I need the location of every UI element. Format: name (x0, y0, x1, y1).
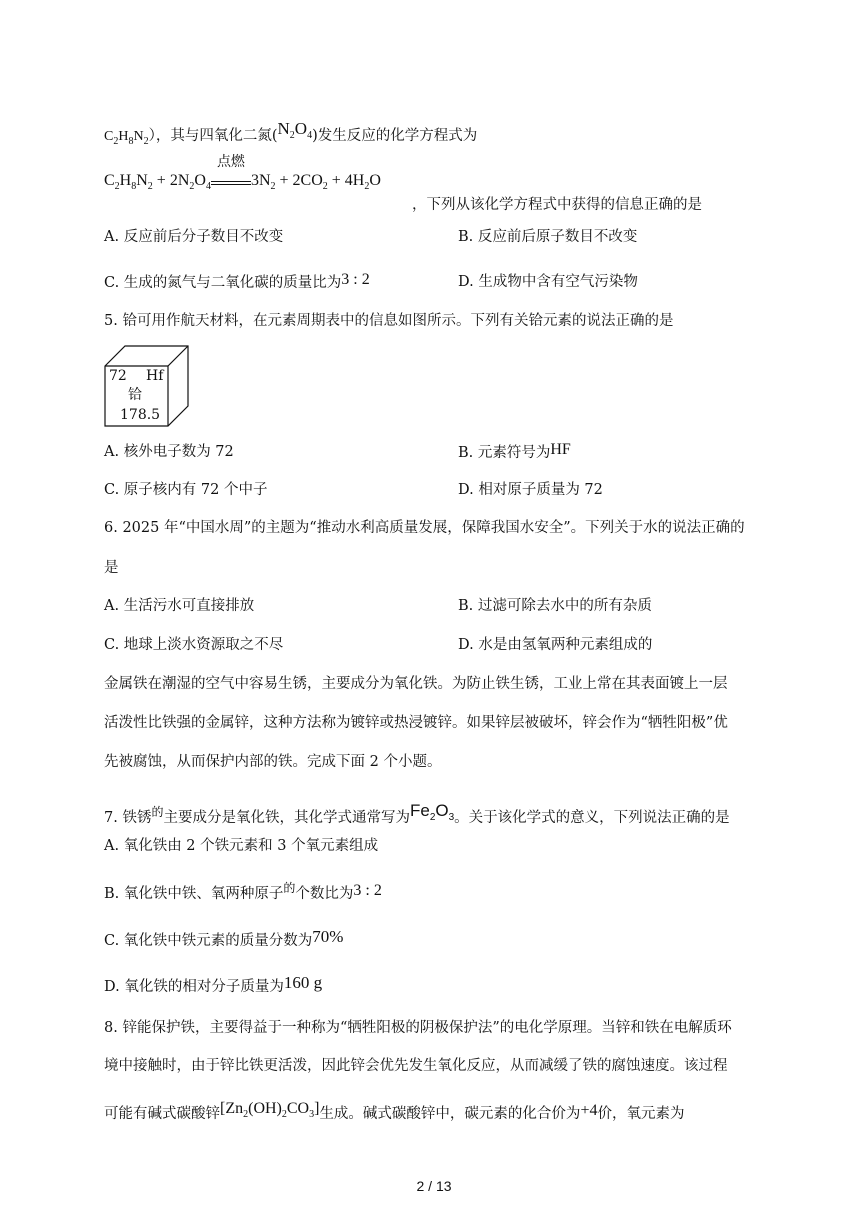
equation-right: $3N_2 + 2CO_2 + 4H_2O$ (250, 172, 381, 192)
q4-question-tail: ，下列从该化学方程式中获得的信息正确的是 (412, 197, 702, 213)
q4-intro-line (104, 120, 477, 147)
q4-option-b: B. 反应前后原子数目不改变 (458, 229, 638, 245)
q6-option-b: B. 过滤可除去水中的所有杂质 (458, 598, 652, 614)
element-cell-hafnium (104, 344, 194, 430)
q7-option-b: B. 氧化铁中铁、氧两种原子$^的$个数比为3 : 2 (104, 881, 382, 902)
element-number: 72 (109, 368, 127, 384)
passage-line1: 金属铁在潮湿的空气中容易生锈，主要成分为氧化铁。为防止铁生锈，工业上常在其表面镀上一层 (104, 676, 728, 692)
formula-c2h8n2: $C_2H_8N_2$ (104, 129, 149, 147)
q6-option-c: C. 地球上淡水资源取之不尽 (104, 637, 284, 653)
q4-intro-text-2: )发生反应的化学方程式为 (312, 128, 478, 144)
q4-option-c-ratio: 3 : 2 (341, 271, 370, 288)
carbon-valence: +4 (580, 1102, 598, 1119)
q7-option-b-ratio: 3 : 2 (353, 882, 382, 899)
q7-option-c: C. 氧化铁中铁元素的质量分数为70% (104, 927, 344, 949)
equation-condition: 点燃 (211, 176, 251, 185)
element-name: 铪 (128, 387, 142, 403)
q4-option-d: D. 生成物中含有空气污染物 (458, 274, 638, 290)
q6-stem-line1: 6. 2025 年“中国水周”的主题为“推动水利高质量发展，保障我国水安全”。下列关于水的说法正确的 (104, 520, 745, 536)
q5-stem: 5. 铪可用作航天材料，在元素周期表中的信息如图所示。下列有关铪元素的说法正确的是 (104, 313, 674, 329)
q8-line3: 可能有碱式碳酸锌$[Zn_2(OH)_2CO_3]$生成。碱式碳酸锌中，碳元素的化合价为+4价，氧元素为 (104, 1100, 685, 1122)
equation-left: $C_2H_8N_2 + 2N_2O_4$ (104, 172, 211, 192)
q4-option-a: A. 反应前后分子数目不改变 (104, 229, 284, 245)
q7-option-d: D. 氧化铁的相对分子质量为160 g (104, 973, 323, 995)
q4-intro-text-1: ），其与四氧化二氮( (148, 128, 278, 144)
q7-formula: $Fe_2O_3$ (409, 801, 455, 823)
q7-option-c-value: 70% (312, 927, 344, 946)
q7-option-d-value: 160 g (283, 973, 323, 992)
formula-basic-zinc-carbonate: $[Zn_2(OH)_2CO_3]$ (220, 1100, 320, 1120)
passage-line3: 先被腐蚀，从而保护内部的铁。完成下面 2 个小题。 (104, 754, 442, 770)
q4-option-c: C. 生成的氮气与二氧化碳的质量比为3 : 2 (104, 271, 370, 291)
element-mass: 178.5 (120, 407, 161, 423)
page-number: 2 / 13 (416, 1178, 452, 1194)
q4-equation (104, 155, 381, 192)
q6-option-a: A. 生活污水可直接排放 (104, 598, 255, 614)
q6-stem-line2: 是 (104, 560, 119, 576)
q8-line1: 8. 锌能保护铁，主要得益于一种称为“牺牲阳极的阴极保护法”的电化学原理。当锌和铁在电解质环 (104, 1020, 732, 1036)
q5-option-c: C. 原子核内有 72 个中子 (104, 482, 268, 498)
element-symbol: Hf (146, 368, 164, 384)
formula-n2o4: $N_2O_4$ (277, 119, 313, 141)
q5-option-b: B. 元素符号为HF (458, 441, 571, 461)
q6-option-d: D. 水是由氢氧两种元素组成的 (458, 637, 653, 653)
q7-option-a: A. 氧化铁由 2 个铁元素和 3 个氧元素组成 (104, 838, 379, 854)
q8-line2: 境中接触时，由于锌比铁更活泼，因此锌会优先发生氧化反应，从而减缓了铁的腐蚀速度。该过程 (104, 1058, 728, 1074)
q5-option-b-symbol: HF (550, 441, 571, 458)
q7-stem: 7. 铁锈$^的$主要成分是氧化铁，其化学式通常写为$Fe_2O_3$。关于该化学式的意义，下列说法正确的是 (104, 801, 730, 826)
q5-option-a: A. 核外电子数为 72 (104, 444, 234, 460)
passage-line2: 活泼性比铁强的金属锌，这种方法称为镀锌或热浸镀锌。如果锌层被破坏，锌会作为“牺牲阳极”优 (104, 715, 728, 731)
q5-option-d: D. 相对原子质量为 72 (458, 482, 603, 498)
